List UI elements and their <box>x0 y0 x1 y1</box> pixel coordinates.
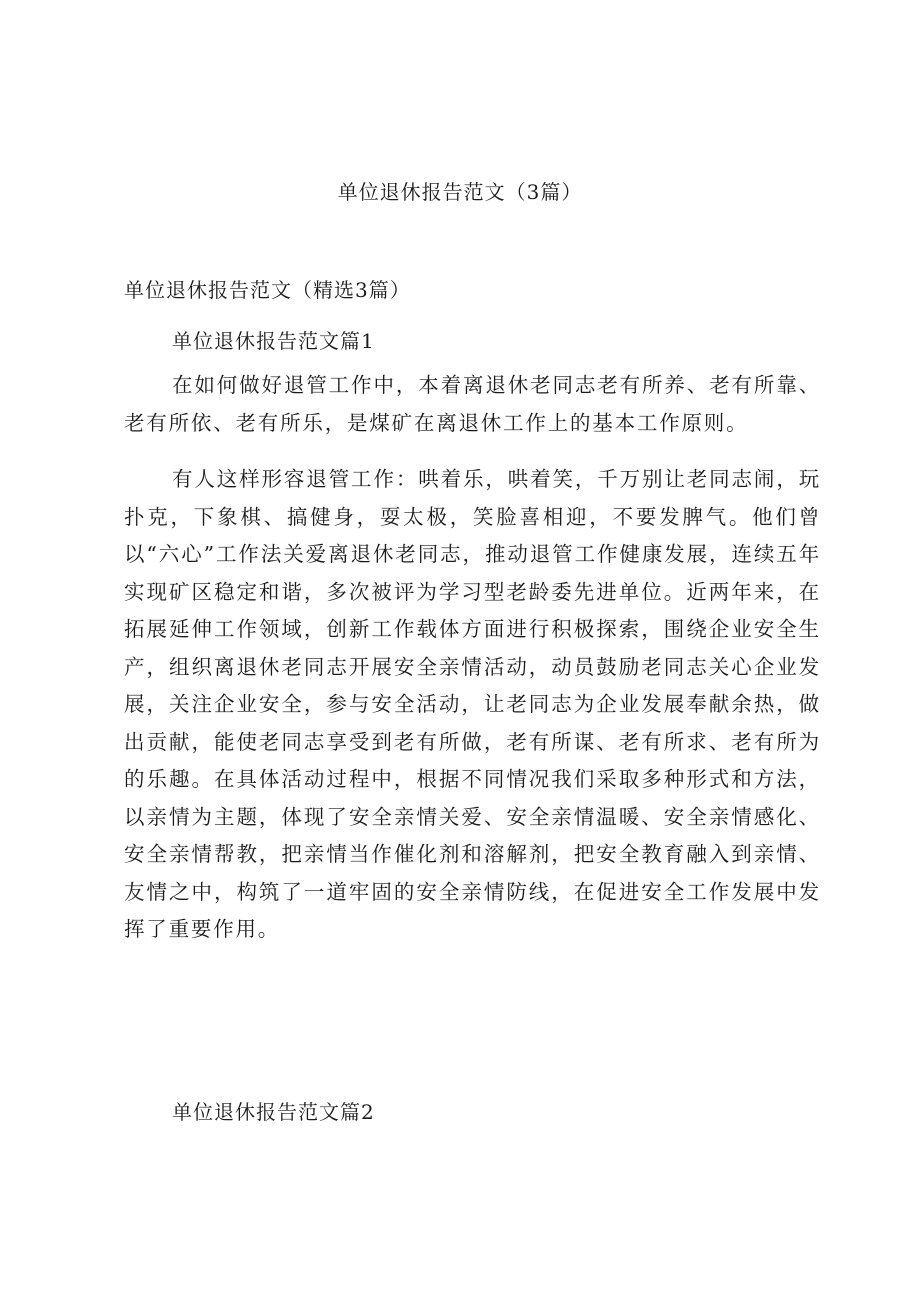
paragraph-2: 有人这样形容退管工作：哄着乐，哄着笑，千万别让老同志闹，玩扑克，下象棋、搞健身，耍太极，笑脸喜相迎，不要发脾气。他们曾以“六心”工作法关爱离退休老同志，推动退管工作健康发展，连续五年实现矿区稳定和谐，多次被评为学习型老龄委先进单位。近两年来，在拓展延伸工作领域，创新工作载体方面进行积极探索，围绕企业安全生产，组织离退休老同志开展安全亲情活动，动员鼓励老同志关心企业发展，关注企业安全，参与安全活动，让老同志为企业发展奉献余热，做出贡献，能使老同志享受到老有所做，老有所谋、老有所求、老有所为的乐趣。在具体活动过程中，根据不同情况我们采取多种形式和方法，以亲情为主题，体现了安全亲情关爱、安全亲情温暖、安全亲情感化、安全亲情帮教，把亲情当作催化剂和溶解剂，把安全教育融入到亲情、友情之中，构筑了一道牢固的安全亲情防线，在促进安全工作发展中发挥了重要作用。 <box>124 467 821 941</box>
paragraph-1: 在如何做好退管工作中，本着离退休老同志老有所养、老有所靠、老有所依、老有所乐，是煤矿在离退休工作上的基本工作原则。 <box>124 373 821 435</box>
document-subtitle: 单位退休报告范文（精选3篇） <box>124 278 411 302</box>
section-heading-2: 单位退休报告范文篇2 <box>172 1100 375 1124</box>
document-title: 单位退休报告范文（3篇） <box>337 180 583 204</box>
section-heading-1: 单位退休报告范文篇1 <box>172 329 375 353</box>
